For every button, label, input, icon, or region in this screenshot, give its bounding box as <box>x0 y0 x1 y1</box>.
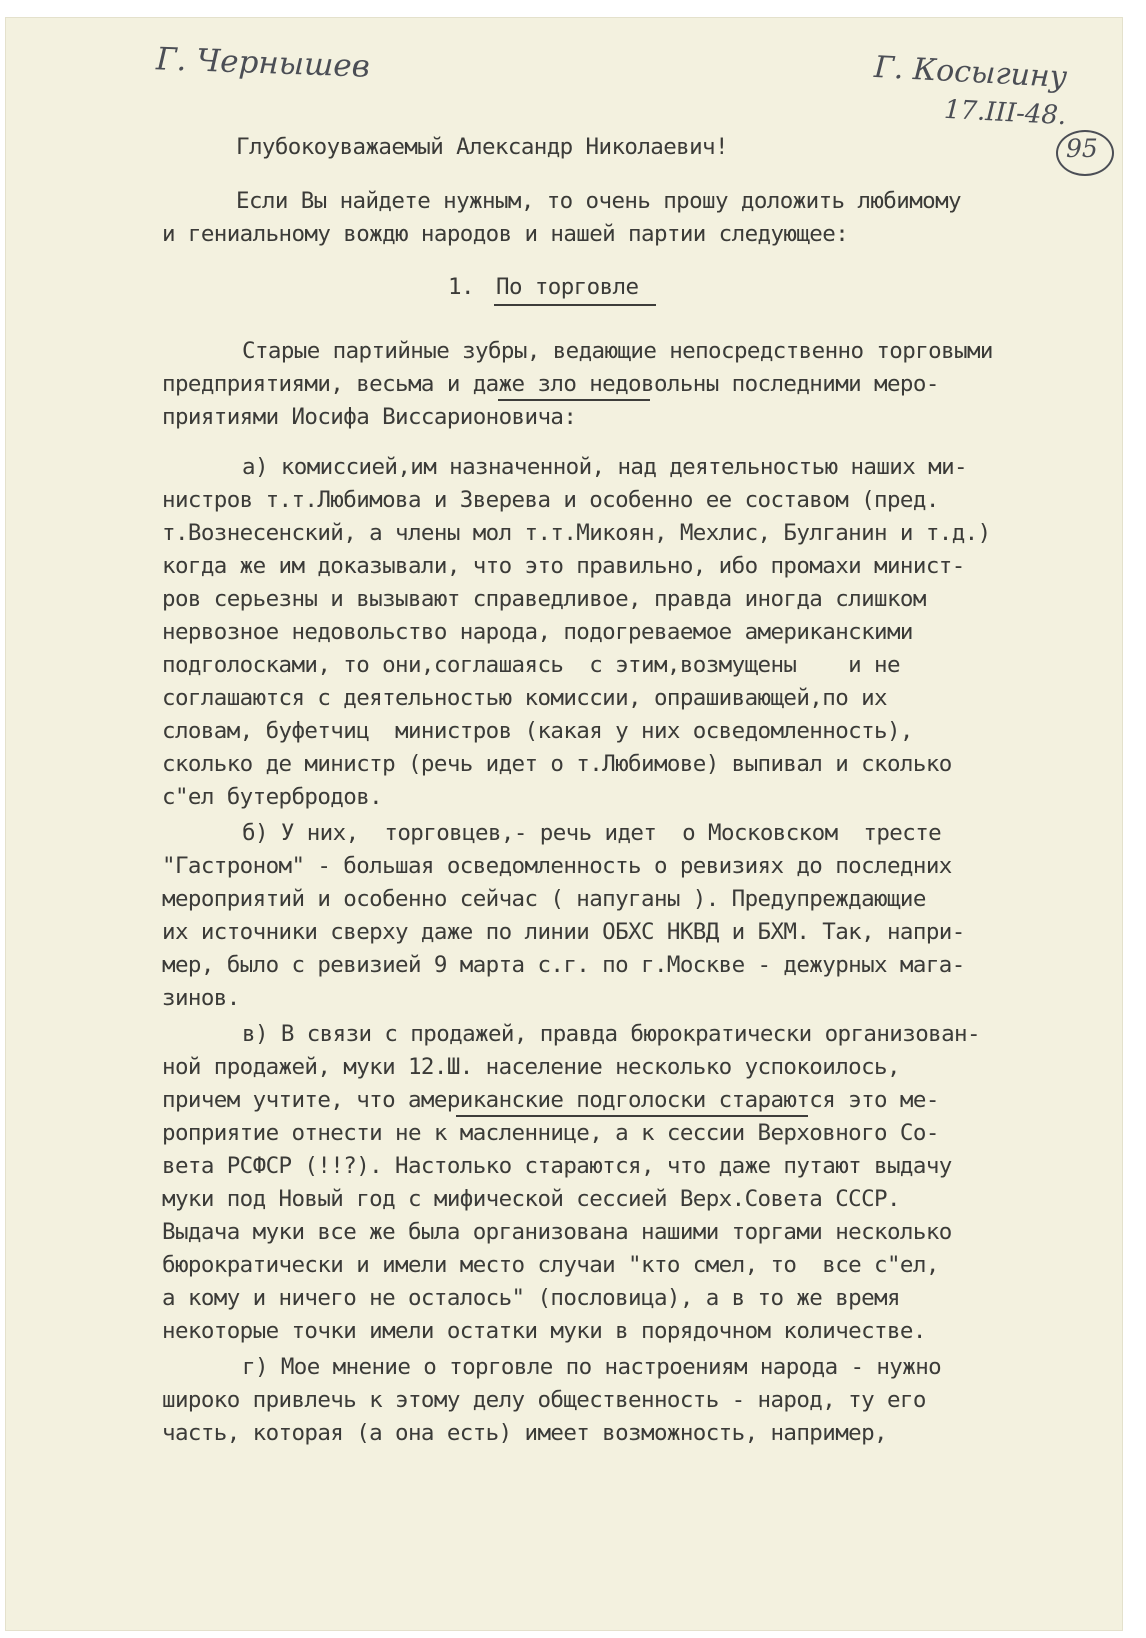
body-line-1: Старые партийные зубры, ведающие непосредственно торговыми <box>242 338 993 364</box>
emphasis-underline-podgoloski <box>456 1115 808 1117</box>
body-line-22: ной продажей, муки 12.Ш. население несколько успокоилось, <box>162 1054 900 1080</box>
intro-line-2: и гениальному вождю народов и нашей партии следующее: <box>162 221 849 247</box>
body-line-7: когда же им доказывали, что это правильно, ибо промахи минист- <box>162 553 965 579</box>
body-line-9: нервозное недовольство народа, подогреваемое американскими <box>162 619 913 645</box>
body-line-3: приятиями Иосифа Виссарионовича: <box>162 404 577 430</box>
body-line-2: предприятиями, весьма и даже зло недовольны последними меро- <box>162 371 939 397</box>
body-line-12: словам, буфетчиц министров (какая у них осведомленность), <box>162 718 913 744</box>
handwritten-date: 17.III-48. <box>943 94 1067 132</box>
body-line-18: их источники сверху даже по линии ОБХС НКВД и БХМ. Так, напри- <box>162 919 965 945</box>
salutation: Глубокоуважаемый Александр Николаевич! <box>236 134 728 160</box>
body-line-8: ров серьезны и вызывают справедливое, правда иногда слишком <box>162 586 926 612</box>
body-line-13: сколько де министр (речь идет о т.Любимове) выпивал и сколько <box>162 751 952 777</box>
body-line-4: а) комиссией,им назначенной, над деятельностью наших ми- <box>242 454 967 480</box>
body-line-17: мероприятий и особенно сейчас ( напуганы ). Предупреждающие <box>162 886 926 912</box>
body-line-24: роприятие отнести не к масленнице, а к сессии Верховного Со- <box>162 1120 939 1146</box>
body-line-15: б) У них, торговцев,- речь идет о Московском тресте <box>242 820 942 846</box>
body-line-19: мер, было с ревизией 9 марта с.г. по г.Москве - дежурных мага- <box>162 952 965 978</box>
body-line-16: "Гастроном" - большая осведомленность о ревизиях до последних <box>162 853 952 879</box>
body-line-6: т.Вознесенский, а члены мол т.т.Микоян, Мехлис, Булганин и т.д.) <box>162 520 991 546</box>
body-line-10: подголосками, то они,соглашаясь с этим,возмущены и не <box>162 652 900 678</box>
body-line-25: вета РСФСР (!!?). Настолько стараются, что даже путают выдачу <box>162 1153 952 1179</box>
body-line-26: муки под Новый год с мифической сессией Верх.Совета СССР. <box>162 1186 900 1212</box>
intro-line-1: Если Вы найдете нужным, то очень прошу доложить любимому <box>236 188 961 214</box>
body-line-5: нистров т.т.Любимова и Зверева и особенно ее составом (пред. <box>162 487 939 513</box>
body-line-23: причем учтите, что американские подголоски стараются это ме- <box>162 1087 939 1113</box>
body-line-20: зинов. <box>162 985 240 1011</box>
section-heading-number: 1. <box>448 274 474 300</box>
section-heading-title: По торговле <box>496 274 639 300</box>
body-line-30: некоторые точки имели остатки муки в порядочном количестве. <box>162 1318 926 1344</box>
document-page <box>6 18 1122 1630</box>
section-heading-underline <box>494 304 656 306</box>
body-line-31: г) Мое мнение о торговле по настроениям народа - нужно <box>242 1354 942 1380</box>
body-line-28: бюрократически и имели место случаи "кто смел, то все с"ел, <box>162 1252 939 1278</box>
body-line-27: Выдача муки все же была организована нашими торгами несколько <box>162 1219 952 1245</box>
handwritten-addressee-left: Г. Чернышев <box>155 41 371 85</box>
handwritten-addressee-right: Г. Косыгину <box>873 49 1068 96</box>
body-line-33: часть, которая (а она есть) имеет возможность, например, <box>162 1420 887 1446</box>
body-line-29: а кому и ничего не осталось" (пословица), а в то же время <box>162 1285 900 1311</box>
body-line-11: соглашаются с деятельностью комиссии, опрашивающей,по их <box>162 685 887 711</box>
handwritten-page-number: 95 <box>1066 134 1098 163</box>
body-line-14: с"ел бутербродов. <box>162 784 383 810</box>
body-line-21: в) В связи с продажей, правда бюрократически организован- <box>242 1021 980 1047</box>
body-line-32: широко привлечь к этому делу общественность - народ, ту его <box>162 1387 926 1413</box>
emphasis-underline-zlo <box>498 399 650 401</box>
